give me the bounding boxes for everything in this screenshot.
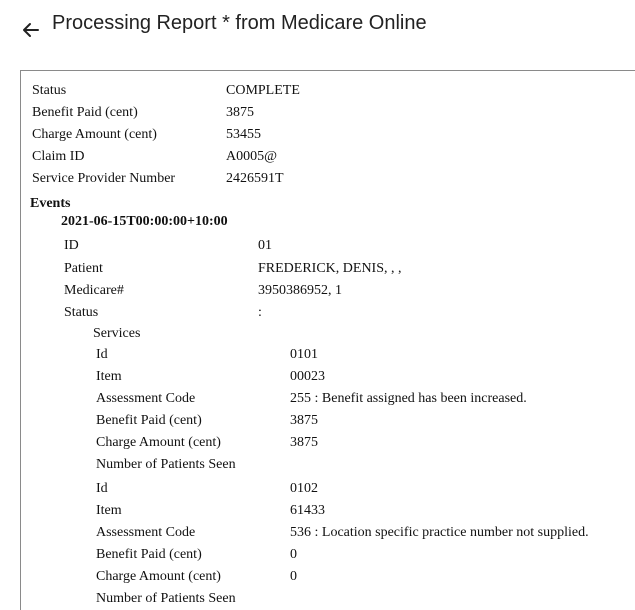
event-date: 2021-06-15T00:00:00+10:00 (61, 214, 228, 229)
summary-value: 2426591T (226, 171, 284, 186)
event-detail-label: Patient (64, 261, 103, 276)
service-label: Id (96, 481, 108, 496)
service-value: 255 : Benefit assigned has been increased. (290, 391, 527, 406)
service-value: 3875 (290, 413, 318, 428)
summary-value: COMPLETE (226, 83, 300, 98)
service-label: Charge Amount (cent) (96, 435, 221, 450)
service-label: Charge Amount (cent) (96, 569, 221, 584)
service-value: 0102 (290, 481, 318, 496)
summary-value: 3875 (226, 105, 254, 120)
service-value: 61433 (290, 503, 325, 518)
service-value: 00023 (290, 369, 325, 384)
summary-value: A0005@ (226, 149, 278, 164)
service-value: 3875 (290, 435, 318, 450)
events-heading: Events (30, 196, 71, 211)
event-detail-label: Medicare# (64, 283, 124, 298)
summary-label: Status (32, 83, 67, 98)
event-detail-label: Status (64, 305, 99, 320)
service-value: 0 (290, 569, 297, 584)
event-detail-value: 01 (258, 238, 272, 253)
service-value: 536 : Location specific practice number not supplied. (290, 525, 589, 540)
service-value: 0 (290, 547, 297, 562)
service-label: Id (96, 347, 108, 362)
arrow-left-icon (20, 19, 42, 41)
summary-label: Claim ID (32, 149, 85, 164)
service-label: Item (96, 369, 122, 384)
services-heading: Services (93, 326, 141, 341)
service-label: Assessment Code (96, 391, 196, 406)
service-label: Assessment Code (96, 525, 196, 540)
summary-label: Benefit Paid (cent) (32, 105, 138, 120)
service-label: Benefit Paid (cent) (96, 547, 202, 562)
summary-label: Service Provider Number (32, 171, 176, 186)
service-label: Benefit Paid (cent) (96, 413, 202, 428)
event-detail-value: 3950386952, 1 (258, 283, 342, 298)
page-title: Processing Report * from Medicare Online (52, 12, 427, 34)
report-frame (20, 70, 635, 610)
event-detail-value: FREDERICK, DENIS, , , (258, 261, 402, 276)
event-detail-label: ID (64, 238, 79, 253)
service-label: Number of Patients Seen (96, 591, 236, 606)
service-label: Number of Patients Seen (96, 457, 236, 472)
service-label: Item (96, 503, 122, 518)
summary-value: 53455 (226, 127, 261, 142)
app-header (0, 0, 635, 60)
summary-label: Charge Amount (cent) (32, 127, 157, 142)
service-value: 0101 (290, 347, 318, 362)
event-detail-value: : (258, 305, 262, 320)
back-button[interactable] (20, 19, 42, 41)
